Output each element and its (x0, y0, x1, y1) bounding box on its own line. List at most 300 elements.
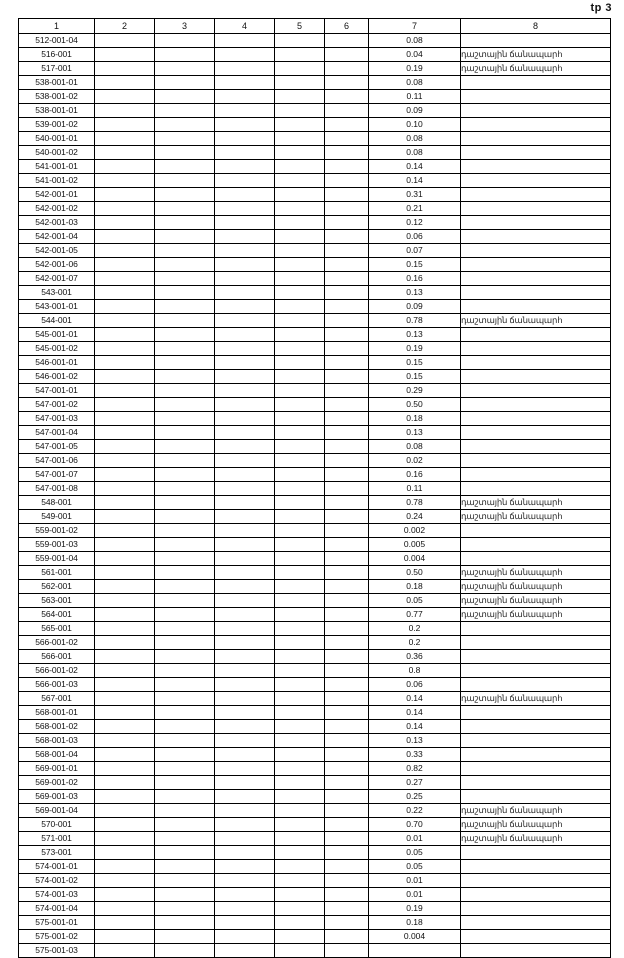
cell-parcel-code: 538-001-02 (19, 90, 95, 104)
cell-col-4 (215, 202, 275, 216)
table-row (19, 678, 611, 692)
cell-col-2 (95, 692, 155, 706)
cell-parcel-code: 512-001-04 (19, 34, 95, 48)
cell-col-2 (95, 34, 155, 48)
cell-parcel-code: 542-001-03 (19, 216, 95, 230)
cell-col-3 (155, 524, 215, 538)
table-row (19, 762, 611, 776)
table-row (19, 62, 611, 76)
cell-col-2 (95, 216, 155, 230)
cell-note (461, 370, 611, 384)
cell-col-2 (95, 244, 155, 258)
cell-col-3 (155, 412, 215, 426)
cell-col-6 (325, 412, 369, 426)
cell-col-5 (275, 440, 325, 454)
cell-col-6 (325, 692, 369, 706)
cell-area-value: 0.22 (369, 804, 461, 818)
cell-parcel-code: 571-001 (19, 832, 95, 846)
cell-col-6 (325, 664, 369, 678)
cell-col-2 (95, 902, 155, 916)
cell-col-4 (215, 496, 275, 510)
cell-col-6 (325, 328, 369, 342)
cell-col-6 (325, 90, 369, 104)
cell-col-5 (275, 930, 325, 944)
cell-col-6 (325, 496, 369, 510)
cell-parcel-code: 548-001 (19, 496, 95, 510)
cell-area-value: 0.08 (369, 146, 461, 160)
cell-note (461, 356, 611, 370)
table-row (19, 930, 611, 944)
cell-col-3 (155, 342, 215, 356)
cell-parcel-code: 564-001 (19, 608, 95, 622)
cell-col-4 (215, 188, 275, 202)
cell-col-6 (325, 678, 369, 692)
cell-area-value: 0.13 (369, 286, 461, 300)
cell-col-3 (155, 146, 215, 160)
table-row (19, 398, 611, 412)
cell-col-5 (275, 594, 325, 608)
cell-col-5 (275, 34, 325, 48)
cell-note (461, 384, 611, 398)
table-row (19, 510, 611, 524)
cell-col-5 (275, 244, 325, 258)
cell-col-2 (95, 300, 155, 314)
cell-col-3 (155, 846, 215, 860)
cell-parcel-code: 547-001-07 (19, 468, 95, 482)
cell-col-6 (325, 734, 369, 748)
cell-col-5 (275, 90, 325, 104)
cell-parcel-code: 561-001 (19, 566, 95, 580)
cell-col-3 (155, 692, 215, 706)
cell-col-2 (95, 118, 155, 132)
cell-col-5 (275, 118, 325, 132)
table-row (19, 692, 611, 706)
cell-col-5 (275, 48, 325, 62)
cell-col-3 (155, 132, 215, 146)
cell-col-4 (215, 692, 275, 706)
table-row (19, 34, 611, 48)
cell-parcel-code: 575-001-02 (19, 930, 95, 944)
cell-col-4 (215, 482, 275, 496)
cell-col-5 (275, 944, 325, 958)
cell-col-5 (275, 202, 325, 216)
cell-col-4 (215, 48, 275, 62)
cell-parcel-code: 542-001-04 (19, 230, 95, 244)
cell-col-2 (95, 622, 155, 636)
cell-col-5 (275, 62, 325, 76)
cell-col-4 (215, 76, 275, 90)
cell-parcel-code: 568-001-01 (19, 706, 95, 720)
table-row (19, 454, 611, 468)
cell-note: դաշտային ճանապարհ (461, 496, 611, 510)
cell-col-3 (155, 916, 215, 930)
cell-col-6 (325, 132, 369, 146)
cell-area-value: 0.36 (369, 650, 461, 664)
cell-col-2 (95, 440, 155, 454)
table-row (19, 48, 611, 62)
cell-col-2 (95, 160, 155, 174)
cell-col-5 (275, 762, 325, 776)
cell-col-3 (155, 566, 215, 580)
cell-note (461, 622, 611, 636)
cell-col-6 (325, 34, 369, 48)
table-row (19, 468, 611, 482)
cell-area-value: 0.04 (369, 48, 461, 62)
cell-col-4 (215, 734, 275, 748)
cell-note (461, 160, 611, 174)
cell-col-3 (155, 594, 215, 608)
cell-note (461, 776, 611, 790)
cell-parcel-code: 569-001-04 (19, 804, 95, 818)
cell-col-2 (95, 426, 155, 440)
cell-col-4 (215, 230, 275, 244)
cell-col-6 (325, 524, 369, 538)
cell-col-6 (325, 188, 369, 202)
cell-col-2 (95, 860, 155, 874)
cell-parcel-code: 559-001-02 (19, 524, 95, 538)
cell-col-5 (275, 734, 325, 748)
cell-col-4 (215, 524, 275, 538)
cell-area-value: 0.82 (369, 762, 461, 776)
table-row (19, 286, 611, 300)
cell-col-3 (155, 482, 215, 496)
cell-note (461, 188, 611, 202)
cell-col-3 (155, 34, 215, 48)
cell-col-3 (155, 286, 215, 300)
cell-col-2 (95, 566, 155, 580)
cell-col-5 (275, 496, 325, 510)
cell-col-2 (95, 230, 155, 244)
cell-area-value: 0.06 (369, 230, 461, 244)
cell-col-6 (325, 846, 369, 860)
cell-col-5 (275, 384, 325, 398)
cell-col-6 (325, 552, 369, 566)
cell-col-3 (155, 510, 215, 524)
cell-note (461, 706, 611, 720)
cell-note (461, 90, 611, 104)
cell-col-3 (155, 300, 215, 314)
cell-col-2 (95, 706, 155, 720)
cell-col-3 (155, 370, 215, 384)
cell-col-3 (155, 356, 215, 370)
cell-col-5 (275, 328, 325, 342)
cell-col-4 (215, 706, 275, 720)
cell-col-4 (215, 930, 275, 944)
cell-col-5 (275, 776, 325, 790)
table-header (19, 19, 611, 34)
cell-col-4 (215, 160, 275, 174)
cell-note: դաշտային ճանապարհ (461, 818, 611, 832)
cell-parcel-code: 574-001-01 (19, 860, 95, 874)
cell-parcel-code: 568-001-02 (19, 720, 95, 734)
cell-col-2 (95, 468, 155, 482)
cell-col-2 (95, 538, 155, 552)
cell-area-value: 0.004 (369, 930, 461, 944)
table-row (19, 384, 611, 398)
cell-col-6 (325, 874, 369, 888)
cell-area-value: 0.78 (369, 314, 461, 328)
cell-parcel-code: 568-001-03 (19, 734, 95, 748)
cell-note (461, 636, 611, 650)
cell-col-3 (155, 454, 215, 468)
cell-col-4 (215, 916, 275, 930)
cell-col-2 (95, 356, 155, 370)
cell-col-3 (155, 818, 215, 832)
cell-col-6 (325, 244, 369, 258)
cell-col-3 (155, 930, 215, 944)
cell-note (461, 762, 611, 776)
cell-note (461, 258, 611, 272)
cell-note: դաշտային ճանապարհ (461, 804, 611, 818)
cell-col-2 (95, 790, 155, 804)
cell-parcel-code: 573-001 (19, 846, 95, 860)
cell-col-3 (155, 622, 215, 636)
cell-col-5 (275, 174, 325, 188)
cell-col-2 (95, 930, 155, 944)
cell-col-4 (215, 888, 275, 902)
cell-col-5 (275, 678, 325, 692)
cell-note (461, 538, 611, 552)
cell-area-value: 0.19 (369, 62, 461, 76)
cell-note (461, 34, 611, 48)
cell-col-6 (325, 216, 369, 230)
cell-col-5 (275, 692, 325, 706)
cell-note: դաշտային ճանապարհ (461, 62, 611, 76)
cell-parcel-code: 543-001-01 (19, 300, 95, 314)
cell-note (461, 440, 611, 454)
cell-col-6 (325, 230, 369, 244)
cell-col-5 (275, 412, 325, 426)
cell-col-2 (95, 272, 155, 286)
cell-note: դաշտային ճանապարհ (461, 608, 611, 622)
cell-note (461, 916, 611, 930)
cell-parcel-code: 566-001-02 (19, 664, 95, 678)
cell-col-3 (155, 188, 215, 202)
table-row (19, 860, 611, 874)
cell-col-3 (155, 496, 215, 510)
cell-parcel-code: 568-001-04 (19, 748, 95, 762)
cell-note (461, 524, 611, 538)
cell-col-5 (275, 552, 325, 566)
cell-col-3 (155, 398, 215, 412)
cell-col-4 (215, 216, 275, 230)
table-row (19, 146, 611, 160)
cell-col-3 (155, 790, 215, 804)
cell-area-value: 0.24 (369, 510, 461, 524)
cell-col-5 (275, 608, 325, 622)
cell-col-6 (325, 860, 369, 874)
cell-area-value: 0.07 (369, 244, 461, 258)
cell-col-3 (155, 902, 215, 916)
cell-col-6 (325, 636, 369, 650)
column-header-1: 1 (19, 19, 95, 34)
cell-col-5 (275, 804, 325, 818)
cell-note (461, 76, 611, 90)
table-row (19, 804, 611, 818)
cell-col-3 (155, 426, 215, 440)
cell-note: դաշտային ճանապարհ (461, 510, 611, 524)
cell-col-2 (95, 132, 155, 146)
cell-area-value: 0.16 (369, 272, 461, 286)
cell-col-5 (275, 230, 325, 244)
cell-col-2 (95, 804, 155, 818)
cell-parcel-code: 547-001-02 (19, 398, 95, 412)
table-row (19, 258, 611, 272)
cell-note: դաշտային ճանապարհ (461, 832, 611, 846)
table-row (19, 846, 611, 860)
cell-col-3 (155, 608, 215, 622)
cell-col-6 (325, 76, 369, 90)
cell-area-value: 0.78 (369, 496, 461, 510)
cell-note (461, 678, 611, 692)
cell-col-2 (95, 594, 155, 608)
cell-col-2 (95, 832, 155, 846)
cell-area-value: 0.02 (369, 454, 461, 468)
cell-col-5 (275, 524, 325, 538)
cell-col-4 (215, 398, 275, 412)
cell-col-3 (155, 76, 215, 90)
cell-col-4 (215, 720, 275, 734)
cell-area-value: 0.08 (369, 34, 461, 48)
cell-col-6 (325, 286, 369, 300)
cell-col-4 (215, 748, 275, 762)
cell-col-4 (215, 594, 275, 608)
cell-note (461, 118, 611, 132)
table-row (19, 790, 611, 804)
cell-area-value: 0.15 (369, 356, 461, 370)
cell-col-4 (215, 426, 275, 440)
cell-area-value: 0.11 (369, 482, 461, 496)
table-row (19, 552, 611, 566)
cell-note (461, 888, 611, 902)
cell-col-4 (215, 132, 275, 146)
cell-col-5 (275, 300, 325, 314)
cell-note (461, 454, 611, 468)
cell-col-6 (325, 174, 369, 188)
cell-col-4 (215, 34, 275, 48)
cell-col-6 (325, 790, 369, 804)
cell-col-4 (215, 174, 275, 188)
cell-col-3 (155, 650, 215, 664)
cell-col-5 (275, 720, 325, 734)
cell-note (461, 216, 611, 230)
cell-parcel-code: 542-001-01 (19, 188, 95, 202)
cell-col-2 (95, 762, 155, 776)
cell-parcel-code: 543-001 (19, 286, 95, 300)
cell-col-2 (95, 720, 155, 734)
cell-col-2 (95, 314, 155, 328)
cell-area-value: 0.01 (369, 888, 461, 902)
cell-col-3 (155, 272, 215, 286)
cell-col-5 (275, 566, 325, 580)
cell-parcel-code: 562-001 (19, 580, 95, 594)
cell-col-6 (325, 944, 369, 958)
cell-area-value: 0.004 (369, 552, 461, 566)
cell-col-6 (325, 580, 369, 594)
cell-col-6 (325, 832, 369, 846)
cell-col-4 (215, 356, 275, 370)
cell-area-value: 0.25 (369, 790, 461, 804)
cell-col-5 (275, 538, 325, 552)
cell-col-5 (275, 426, 325, 440)
table-row (19, 832, 611, 846)
cell-col-4 (215, 818, 275, 832)
cell-col-2 (95, 888, 155, 902)
cell-area-value: 0.50 (369, 398, 461, 412)
cell-parcel-code: 542-001-02 (19, 202, 95, 216)
cell-col-4 (215, 762, 275, 776)
cell-col-3 (155, 888, 215, 902)
table-row (19, 748, 611, 762)
cell-parcel-code: 566-001-02 (19, 636, 95, 650)
cell-col-6 (325, 104, 369, 118)
cell-col-6 (325, 482, 369, 496)
cell-col-2 (95, 62, 155, 76)
cell-col-5 (275, 846, 325, 860)
cell-col-6 (325, 62, 369, 76)
cell-parcel-code: 541-001-02 (19, 174, 95, 188)
cell-col-4 (215, 636, 275, 650)
cell-col-3 (155, 90, 215, 104)
cell-col-3 (155, 664, 215, 678)
cell-col-6 (325, 776, 369, 790)
cell-col-2 (95, 678, 155, 692)
cell-col-5 (275, 650, 325, 664)
cell-col-4 (215, 244, 275, 258)
cell-area-value: 0.14 (369, 692, 461, 706)
cell-col-6 (325, 468, 369, 482)
column-header-2: 2 (95, 19, 155, 34)
cell-col-5 (275, 818, 325, 832)
cell-col-5 (275, 146, 325, 160)
cell-parcel-code: 570-001 (19, 818, 95, 832)
cell-parcel-code: 569-001-02 (19, 776, 95, 790)
table-row (19, 76, 611, 90)
cell-col-2 (95, 510, 155, 524)
cell-col-4 (215, 440, 275, 454)
data-table (18, 18, 611, 958)
cell-parcel-code: 569-001-01 (19, 762, 95, 776)
cell-col-4 (215, 538, 275, 552)
cell-area-value: 0.31 (369, 188, 461, 202)
cell-col-3 (155, 552, 215, 566)
cell-col-6 (325, 720, 369, 734)
cell-parcel-code: 542-001-07 (19, 272, 95, 286)
cell-col-6 (325, 902, 369, 916)
cell-parcel-code: 546-001-01 (19, 356, 95, 370)
cell-col-5 (275, 790, 325, 804)
cell-col-6 (325, 510, 369, 524)
cell-col-4 (215, 608, 275, 622)
cell-area-value: 0.2 (369, 622, 461, 636)
table-row (19, 356, 611, 370)
cell-note (461, 468, 611, 482)
cell-note (461, 104, 611, 118)
cell-col-6 (325, 370, 369, 384)
cell-col-6 (325, 202, 369, 216)
cell-col-2 (95, 342, 155, 356)
cell-parcel-code: 542-001-05 (19, 244, 95, 258)
cell-col-2 (95, 258, 155, 272)
cell-area-value: 0.13 (369, 328, 461, 342)
table-row (19, 132, 611, 146)
cell-col-5 (275, 580, 325, 594)
cell-col-5 (275, 860, 325, 874)
cell-parcel-code: 575-001-01 (19, 916, 95, 930)
cell-col-4 (215, 146, 275, 160)
cell-col-4 (215, 412, 275, 426)
cell-col-6 (325, 454, 369, 468)
